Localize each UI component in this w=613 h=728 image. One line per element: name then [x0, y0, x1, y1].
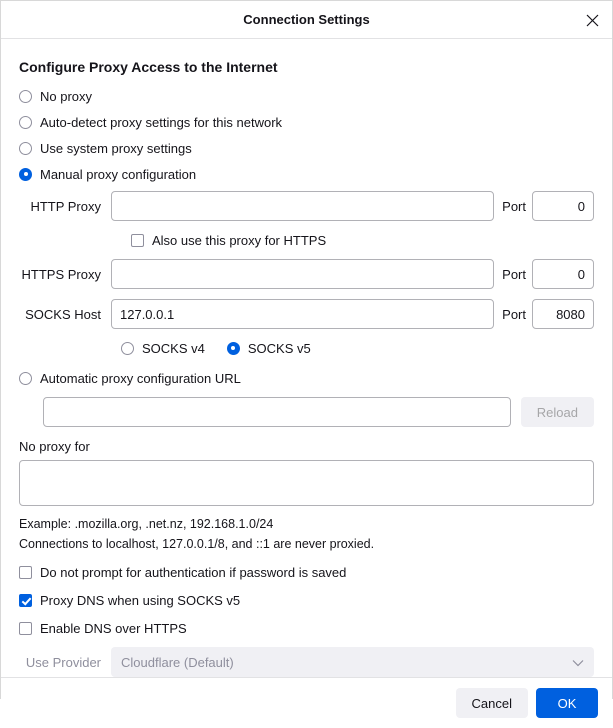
http-port-input[interactable]: [532, 191, 594, 221]
radio-label: Manual proxy configuration: [40, 166, 197, 182]
checkbox-proxy-dns-socks5[interactable]: [19, 591, 594, 609]
checkbox-label: Enable DNS over HTTPS: [40, 620, 187, 636]
socks-port-label: Port: [502, 306, 526, 322]
radio-auto-detect-proxy[interactable]: [19, 113, 594, 131]
radio-indicator: [121, 342, 134, 355]
localhost-note-text: Connections to localhost, 127.0.0.1/8, and ::1 are never proxied.: [19, 537, 375, 551]
dialog-titlebar: [1, 1, 612, 39]
checkbox-label: Proxy DNS when using SOCKS v5: [40, 592, 241, 608]
ok-button[interactable]: OK: [536, 688, 598, 718]
radio-indicator: [19, 142, 32, 155]
checkbox-indicator: [19, 566, 32, 579]
dialog-content: [1, 39, 612, 677]
radio-label: Use system proxy settings: [40, 140, 192, 156]
socks-port-input[interactable]: [532, 299, 594, 329]
dialog-footer: [1, 677, 612, 728]
checkbox-no-auth-prompt[interactable]: [19, 563, 594, 581]
http-port-label: Port: [502, 198, 526, 214]
radio-label: SOCKS v4: [142, 340, 205, 356]
socks-host-row: [19, 299, 594, 329]
checkbox-also-use-https[interactable]: [131, 231, 594, 249]
chevron-down-icon: [572, 655, 584, 670]
socks-host-label: SOCKS Host: [25, 306, 101, 322]
no-proxy-for-label: No proxy for: [19, 439, 90, 454]
radio-automatic-proxy-url[interactable]: [19, 369, 594, 387]
radio-label: No proxy: [40, 88, 93, 104]
radio-manual-proxy[interactable]: [19, 165, 594, 183]
http-proxy-label: HTTP Proxy: [30, 198, 101, 214]
radio-socks-v5[interactable]: [227, 339, 311, 357]
checkbox-indicator: [19, 594, 32, 607]
checkbox-indicator: [19, 622, 32, 635]
doh-provider-row: [19, 647, 594, 677]
socks-version-group: [121, 339, 594, 357]
checkbox-label: Do not prompt for authentication if password is saved: [40, 564, 347, 580]
radio-label: Auto-detect proxy settings for this network: [40, 114, 283, 130]
radio-system-proxy[interactable]: [19, 139, 594, 157]
doh-provider-select[interactable]: [111, 647, 594, 677]
https-port-input[interactable]: [532, 259, 594, 289]
radio-no-proxy[interactable]: [19, 87, 594, 105]
radio-label: SOCKS v5: [247, 340, 311, 356]
no-proxy-example-text: Example: .mozilla.org, .net.nz, 192.168.1.0/24: [19, 517, 274, 531]
section-heading: Configure Proxy Access to the Internet: [19, 59, 278, 75]
radio-socks-v4[interactable]: [121, 339, 205, 357]
https-proxy-input[interactable]: [111, 259, 494, 289]
radio-indicator: [19, 168, 32, 181]
reload-button[interactable]: Reload: [521, 397, 594, 427]
pac-url-input[interactable]: [43, 397, 511, 427]
https-proxy-label: HTTPS Proxy: [21, 266, 101, 282]
close-icon[interactable]: [580, 8, 604, 32]
https-port-label: Port: [502, 266, 526, 282]
http-proxy-input[interactable]: [111, 191, 494, 221]
radio-indicator: [19, 372, 32, 385]
checkbox-enable-doh[interactable]: [19, 619, 594, 637]
socks-host-input[interactable]: [111, 299, 494, 329]
use-provider-label: Use Provider: [25, 654, 101, 670]
pac-url-row: [43, 397, 594, 427]
http-proxy-row: [19, 191, 594, 221]
page-title: Connection Settings: [243, 12, 370, 27]
no-proxy-for-textarea[interactable]: [19, 460, 594, 506]
doh-provider-value: Cloudflare (Default): [121, 654, 234, 670]
radio-indicator: [19, 116, 32, 129]
checkbox-indicator: [131, 234, 144, 247]
radio-indicator: [227, 342, 240, 355]
https-proxy-row: [19, 259, 594, 289]
radio-label: Automatic proxy configuration URL: [40, 370, 241, 386]
cancel-button[interactable]: Cancel: [456, 688, 528, 718]
radio-indicator: [19, 90, 32, 103]
checkbox-label: Also use this proxy for HTTPS: [152, 232, 327, 248]
